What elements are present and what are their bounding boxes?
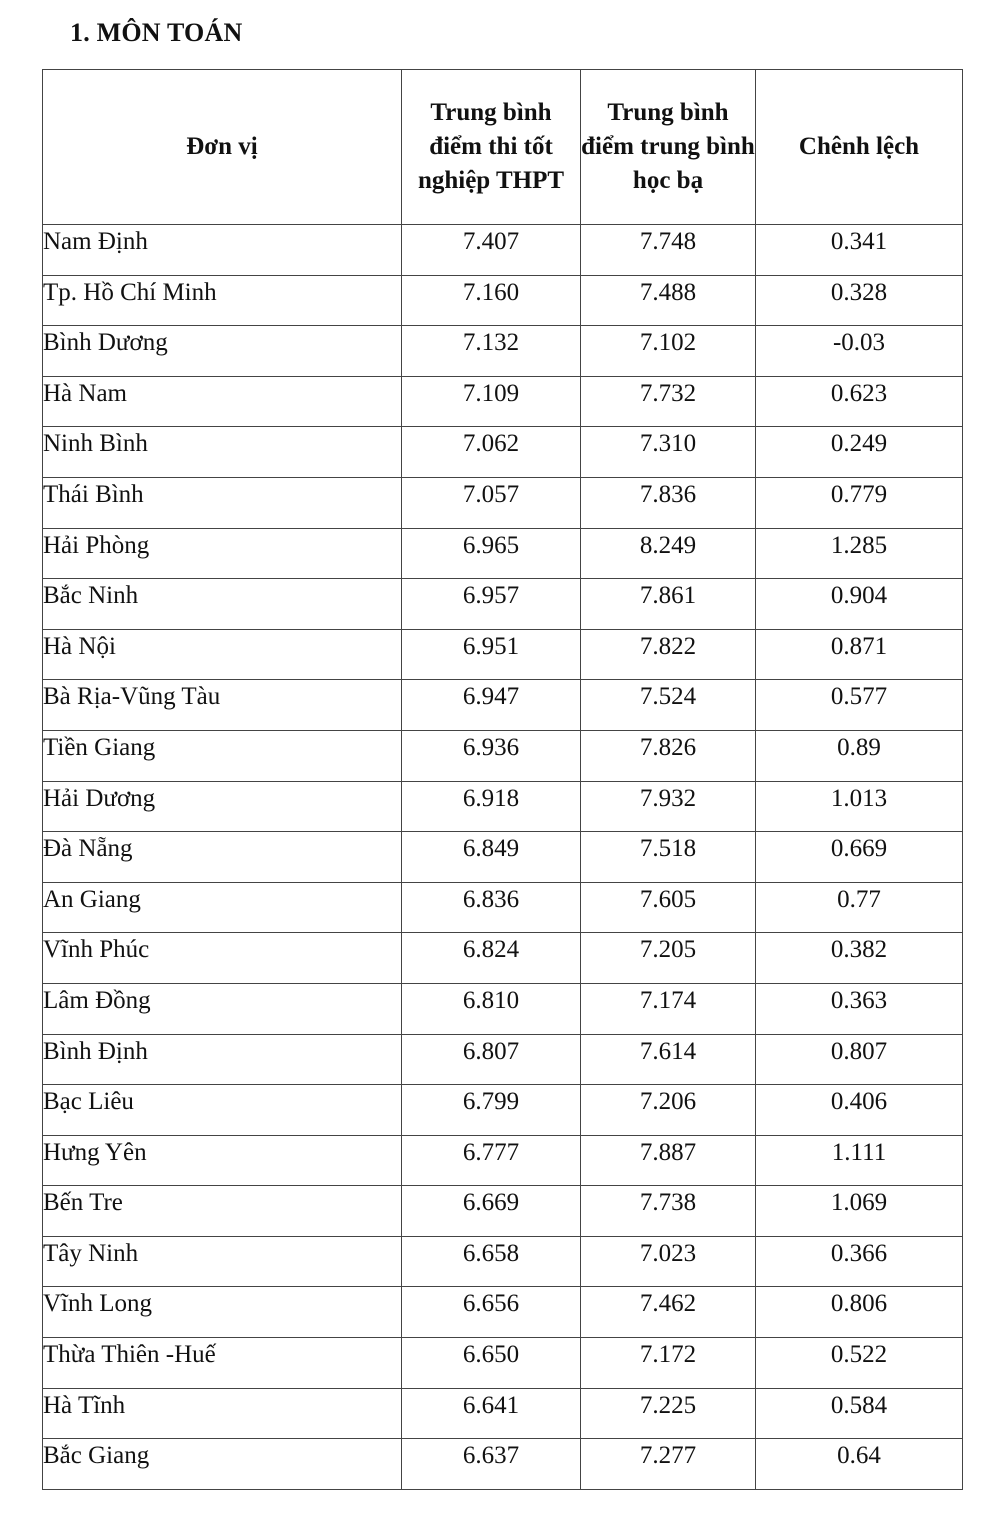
cell-unit: Hưng Yên: [43, 1135, 402, 1186]
cell-difference: 0.584: [756, 1388, 963, 1439]
cell-exam-average: 7.109: [402, 376, 581, 427]
cell-difference: 0.328: [756, 275, 963, 326]
cell-difference: 0.249: [756, 427, 963, 478]
cell-unit: Vĩnh Phúc: [43, 933, 402, 984]
cell-transcript-average: 7.310: [581, 427, 756, 478]
cell-unit: Hải Dương: [43, 781, 402, 832]
cell-difference: 0.577: [756, 680, 963, 731]
cell-difference: 0.366: [756, 1236, 963, 1287]
cell-exam-average: 6.810: [402, 983, 581, 1034]
cell-unit: Đà Nẵng: [43, 832, 402, 883]
cell-difference: 1.111: [756, 1135, 963, 1186]
cell-unit: Bà Rịa-Vũng Tàu: [43, 680, 402, 731]
header-transcript-average: Trung bình điểm trung bình học bạ: [581, 70, 756, 225]
cell-exam-average: 6.824: [402, 933, 581, 984]
cell-transcript-average: 7.614: [581, 1034, 756, 1085]
table-row: [43, 1034, 963, 1085]
cell-exam-average: 6.650: [402, 1338, 581, 1389]
cell-exam-average: 6.807: [402, 1034, 581, 1085]
cell-difference: 0.623: [756, 376, 963, 427]
table-row: [43, 1287, 963, 1338]
table-row: [43, 1338, 963, 1389]
table-header-row: [43, 70, 963, 225]
cell-difference: 1.013: [756, 781, 963, 832]
cell-unit: Hà Nam: [43, 376, 402, 427]
cell-transcript-average: 7.861: [581, 579, 756, 630]
cell-exam-average: 6.947: [402, 680, 581, 731]
cell-unit: Bắc Ninh: [43, 579, 402, 630]
cell-difference: 0.522: [756, 1338, 963, 1389]
cell-unit: Bạc Liêu: [43, 1085, 402, 1136]
cell-difference: 0.904: [756, 579, 963, 630]
cell-transcript-average: 7.206: [581, 1085, 756, 1136]
cell-transcript-average: 7.748: [581, 225, 756, 276]
cell-exam-average: 6.777: [402, 1135, 581, 1186]
cell-transcript-average: 7.518: [581, 832, 756, 883]
table-row: [43, 1085, 963, 1136]
cell-unit: Tp. Hồ Chí Minh: [43, 275, 402, 326]
table-row: [43, 225, 963, 276]
table-row: [43, 781, 963, 832]
table-row: [43, 680, 963, 731]
cell-transcript-average: 7.932: [581, 781, 756, 832]
table-row: [43, 326, 963, 377]
cell-transcript-average: 7.023: [581, 1236, 756, 1287]
cell-difference: 0.77: [756, 882, 963, 933]
table-row: [43, 730, 963, 781]
cell-exam-average: 6.637: [402, 1439, 581, 1490]
cell-transcript-average: 7.205: [581, 933, 756, 984]
cell-unit: Bình Dương: [43, 326, 402, 377]
cell-exam-average: 7.057: [402, 477, 581, 528]
cell-difference: 0.807: [756, 1034, 963, 1085]
cell-transcript-average: 7.826: [581, 730, 756, 781]
table-body: [43, 225, 963, 1490]
cell-exam-average: 6.641: [402, 1388, 581, 1439]
table-row: [43, 427, 963, 478]
cell-difference: 0.341: [756, 225, 963, 276]
cell-exam-average: 6.918: [402, 781, 581, 832]
cell-difference: -0.03: [756, 326, 963, 377]
cell-unit: Hà Tĩnh: [43, 1388, 402, 1439]
cell-difference: 0.806: [756, 1287, 963, 1338]
scores-table: [42, 69, 963, 1490]
cell-difference: 1.069: [756, 1186, 963, 1237]
cell-transcript-average: 7.836: [581, 477, 756, 528]
cell-unit: Hải Phòng: [43, 528, 402, 579]
cell-unit: Bắc Giang: [43, 1439, 402, 1490]
cell-transcript-average: 7.887: [581, 1135, 756, 1186]
cell-transcript-average: 7.462: [581, 1287, 756, 1338]
cell-transcript-average: 7.605: [581, 882, 756, 933]
cell-difference: 0.89: [756, 730, 963, 781]
table-row: [43, 983, 963, 1034]
cell-transcript-average: 8.249: [581, 528, 756, 579]
table-row: [43, 882, 963, 933]
cell-transcript-average: 7.225: [581, 1388, 756, 1439]
table-row: [43, 376, 963, 427]
header-exam-average: Trung bình điểm thi tốt nghiệp THPT: [402, 70, 581, 225]
cell-exam-average: 6.957: [402, 579, 581, 630]
cell-transcript-average: 7.172: [581, 1338, 756, 1389]
table-row: [43, 1388, 963, 1439]
cell-unit: Thừa Thiên -Huế: [43, 1338, 402, 1389]
cell-transcript-average: 7.488: [581, 275, 756, 326]
table-row: [43, 528, 963, 579]
cell-unit: An Giang: [43, 882, 402, 933]
cell-difference: 0.382: [756, 933, 963, 984]
cell-difference: 0.669: [756, 832, 963, 883]
cell-transcript-average: 7.524: [581, 680, 756, 731]
cell-unit: Tây Ninh: [43, 1236, 402, 1287]
section-heading: 1. MÔN TOÁN: [70, 18, 243, 47]
cell-unit: Tiền Giang: [43, 730, 402, 781]
cell-difference: 0.64: [756, 1439, 963, 1490]
cell-transcript-average: 7.738: [581, 1186, 756, 1237]
table-row: [43, 832, 963, 883]
cell-unit: Bến Tre: [43, 1186, 402, 1237]
header-unit: Đơn vị: [43, 70, 402, 225]
cell-transcript-average: 7.822: [581, 629, 756, 680]
table-row: [43, 477, 963, 528]
cell-transcript-average: 7.277: [581, 1439, 756, 1490]
cell-transcript-average: 7.174: [581, 983, 756, 1034]
cell-exam-average: 6.849: [402, 832, 581, 883]
table-row: [43, 1236, 963, 1287]
cell-exam-average: 6.965: [402, 528, 581, 579]
table-row: [43, 579, 963, 630]
cell-difference: 0.779: [756, 477, 963, 528]
cell-unit: Vĩnh Long: [43, 1287, 402, 1338]
cell-difference: 0.406: [756, 1085, 963, 1136]
table-row: [43, 629, 963, 680]
cell-exam-average: 6.658: [402, 1236, 581, 1287]
cell-exam-average: 6.836: [402, 882, 581, 933]
cell-exam-average: 7.407: [402, 225, 581, 276]
cell-exam-average: 7.132: [402, 326, 581, 377]
cell-difference: 0.363: [756, 983, 963, 1034]
table-row: [43, 1439, 963, 1490]
table-row: [43, 933, 963, 984]
cell-exam-average: 6.799: [402, 1085, 581, 1136]
cell-unit: Thái Bình: [43, 477, 402, 528]
cell-unit: Ninh Bình: [43, 427, 402, 478]
cell-unit: Hà Nội: [43, 629, 402, 680]
cell-exam-average: 6.669: [402, 1186, 581, 1237]
cell-difference: 1.285: [756, 528, 963, 579]
cell-unit: Nam Định: [43, 225, 402, 276]
cell-transcript-average: 7.102: [581, 326, 756, 377]
cell-transcript-average: 7.732: [581, 376, 756, 427]
cell-exam-average: 7.160: [402, 275, 581, 326]
cell-difference: 0.871: [756, 629, 963, 680]
cell-unit: Bình Định: [43, 1034, 402, 1085]
table-row: [43, 1135, 963, 1186]
cell-exam-average: 6.656: [402, 1287, 581, 1338]
table-row: [43, 1186, 963, 1237]
cell-unit: Lâm Đồng: [43, 983, 402, 1034]
cell-exam-average: 7.062: [402, 427, 581, 478]
cell-exam-average: 6.951: [402, 629, 581, 680]
header-difference: Chênh lệch: [756, 70, 963, 225]
cell-exam-average: 6.936: [402, 730, 581, 781]
table-row: [43, 275, 963, 326]
